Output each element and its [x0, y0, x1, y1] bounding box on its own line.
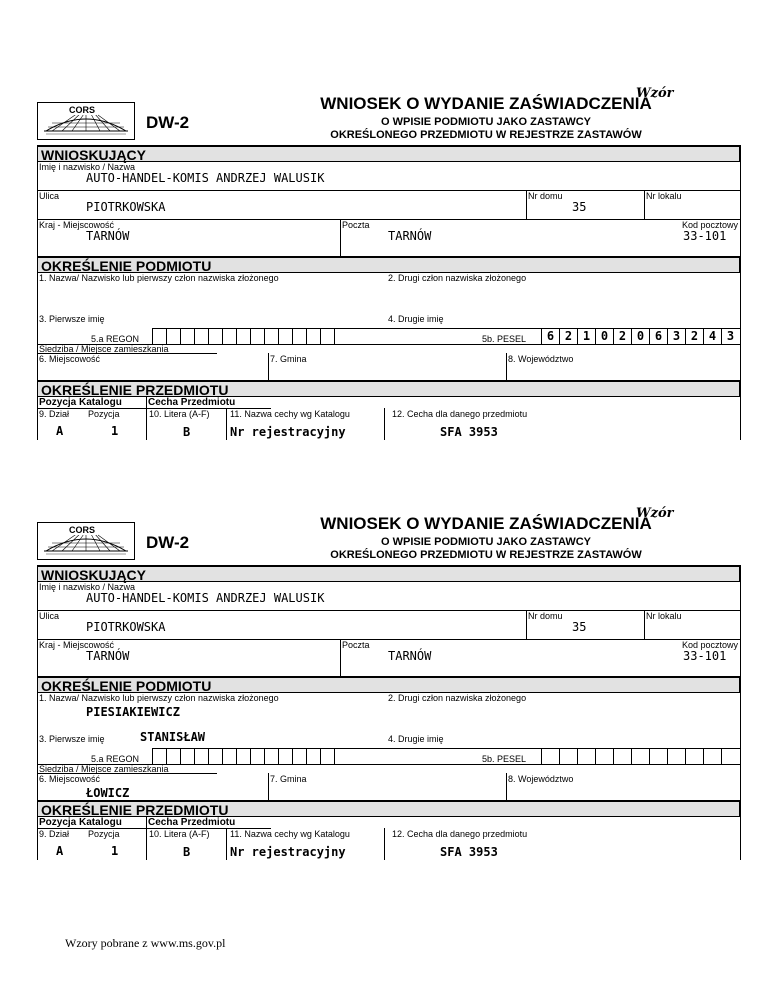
cors-logo [37, 522, 135, 560]
letter-value: B [183, 425, 191, 439]
position-value: 1 [111, 844, 119, 858]
feature-name-value: Nr rejestracyjny [230, 845, 346, 859]
letter-label: 10. Litera (A-F) [149, 409, 210, 419]
regon-cell [264, 328, 278, 344]
item-feature-header: Cecha Przedmiotu [148, 397, 236, 408]
position-label: Pozycja [88, 409, 120, 419]
gmina-label: 7. Gmina [270, 354, 307, 364]
zip-label: Kod pocztowy [682, 640, 739, 650]
first-name-value: STANISŁAW [140, 730, 206, 744]
voivodeship-label: 8. Województwo [508, 774, 574, 784]
podmiot-name-label: 1. Nazwa/ Nazwisko lub pierwszy człon nazwiska złożonego [39, 273, 279, 283]
regon-cell [152, 328, 166, 344]
feature-value-label: 12. Cecha dla danego przedmiotu [392, 409, 528, 419]
city-value: TARNÓW [86, 649, 130, 663]
feature-value: SFA 3953 [440, 845, 498, 859]
cors-logo [37, 102, 135, 140]
regon-cell [250, 328, 264, 344]
form-subtitle-1: O WPISIE PODMIOTU JAKO ZASTAWCY [380, 116, 592, 128]
house-label: Nr domu [528, 611, 563, 621]
street-label: Ulica [39, 611, 60, 621]
regon-cell [222, 748, 236, 764]
regon-label: 5.a REGON [91, 754, 140, 764]
regon-cell [208, 328, 222, 344]
post-value: TARNÓW [388, 229, 432, 243]
name-label: Imię i nazwisko / Nazwa [39, 162, 136, 172]
feature-value: SFA 3953 [440, 425, 498, 439]
pesel-digit: 3 [667, 328, 685, 344]
regon-cell [236, 748, 250, 764]
city-value: TARNÓW [86, 229, 130, 243]
department-value: A [56, 844, 64, 858]
form-title: WNIOSEK O WYDANIE ZAŚWIADCZENIA [320, 94, 652, 113]
catalog-position-header: Pozycja Katalogu [39, 817, 122, 828]
regon-cell [320, 748, 334, 764]
department-value: A [56, 424, 64, 438]
street-value: PIOTRKOWSKA [86, 200, 166, 214]
pesel-digit: 6 [649, 328, 667, 344]
regon-cell [264, 748, 278, 764]
position-label: Pozycja [88, 829, 120, 839]
podmiot-name-label: 1. Nazwa/ Nazwisko lub pierwszy człon nazwiska złożonego [39, 693, 279, 703]
pesel-digit: 2 [613, 328, 631, 344]
seat-label: Siedziba / Miejsce zamieszkania [39, 344, 169, 354]
pesel-digit [577, 748, 595, 764]
footer-source: Wzory pobrane z www.ms.gov.pl [65, 936, 226, 950]
regon-cell [250, 748, 264, 764]
section-header-wnioskujacy: WNIOSKUJĄCY [37, 565, 740, 581]
locality-value: ŁOWICZ [86, 786, 130, 800]
cors-logo-text: CORS [69, 525, 96, 535]
pesel-digit: 1 [577, 328, 595, 344]
regon-cell [278, 328, 292, 344]
city-label: Kraj - Miejscowość [39, 640, 115, 650]
form-subtitle-2: OKREŚLONEGO PRZEDMIOTU W REJESTRZE ZASTAWÓW [330, 129, 642, 141]
regon-cell [320, 328, 334, 344]
regon-cell [334, 328, 348, 344]
regon-cell [292, 328, 306, 344]
pesel-label: 5b. PESEL [482, 334, 527, 344]
pesel-digit: 4 [703, 328, 721, 344]
form-subtitle-2: OKREŚLONEGO PRZEDMIOTU W REJESTRZE ZASTAWÓW [330, 549, 642, 561]
pesel-label: 5b. PESEL [482, 754, 527, 764]
flat-label: Nr lokalu [646, 611, 682, 621]
wzor-label: Wzór [636, 86, 674, 101]
regon-cell [180, 748, 194, 764]
regon-cell [194, 328, 208, 344]
zip-value: 33-101 [683, 229, 727, 243]
regon-cell [180, 328, 194, 344]
section-header-wnioskujacy: WNIOSKUJĄCY [37, 145, 740, 161]
pesel-digit [613, 748, 631, 764]
pesel-digit [667, 748, 685, 764]
regon-cell [194, 748, 208, 764]
podmiot-second-name-label: 2. Drugi człon nazwiska złożonego [388, 273, 527, 283]
pesel-digit [703, 748, 721, 764]
form-title: WNIOSEK O WYDANIE ZAŚWIADCZENIA [320, 514, 652, 533]
department-label: 9. Dział [39, 829, 70, 839]
feature-name-label: 11. Nazwa cechy wg Katalogu [230, 829, 350, 839]
house-value: 35 [572, 200, 587, 214]
second-name-label: 4. Drugie imię [388, 734, 444, 744]
section-header-przedmiot: OKREŚLENIE PRZEDMIOTU [37, 800, 740, 816]
locality-label: 6. Miejscowość [39, 354, 101, 364]
item-feature-header: Cecha Przedmiotu [148, 817, 236, 828]
regon-label: 5.a REGON [91, 334, 140, 344]
feature-value-label: 12. Cecha dla danego przedmiotu [392, 829, 528, 839]
house-value: 35 [572, 620, 587, 634]
podmiot-second-name-label: 2. Drugi człon nazwiska złożonego [388, 693, 527, 703]
feature-name-value: Nr rejestracyjny [230, 425, 346, 439]
pesel-digit [685, 748, 703, 764]
letter-label: 10. Litera (A-F) [149, 829, 210, 839]
name-label: Imię i nazwisko / Nazwa [39, 582, 136, 592]
second-name-label: 4. Drugie imię [388, 314, 444, 324]
position-value: 1 [111, 424, 119, 438]
locality-label: 6. Miejscowość [39, 774, 101, 784]
pesel-digit: 3 [721, 328, 739, 344]
pesel-digit [541, 748, 559, 764]
city-label: Kraj - Miejscowość [39, 220, 115, 230]
pesel-digit: 6 [541, 328, 559, 344]
regon-cell [236, 328, 250, 344]
regon-cell [334, 748, 348, 764]
feature-name-label: 11. Nazwa cechy wg Katalogu [230, 409, 350, 419]
wzor-label: Wzór [636, 506, 674, 521]
pesel-digit [559, 748, 577, 764]
seat-label: Siedziba / Miejsce zamieszkania [39, 764, 169, 774]
catalog-position-header: Pozycja Katalogu [39, 397, 122, 408]
name-value: AUTO-HANDEL-KOMIS ANDRZEJ WALUSIK [86, 171, 325, 185]
regon-cell [152, 748, 166, 764]
podmiot-name-value: PIESIAKIEWICZ [86, 705, 180, 719]
post-value: TARNÓW [388, 649, 432, 663]
pesel-digit [721, 748, 739, 764]
letter-value: B [183, 845, 191, 859]
regon-cell [166, 748, 180, 764]
pesel-digit: 0 [631, 328, 649, 344]
zip-value: 33-101 [683, 649, 727, 663]
pesel-digit [649, 748, 667, 764]
pesel-digit: 2 [559, 328, 577, 344]
regon-cell [306, 748, 320, 764]
section-header-przedmiot: OKREŚLENIE PRZEDMIOTU [37, 380, 740, 396]
department-label: 9. Dział [39, 409, 70, 419]
form-code: DW-2 [146, 113, 190, 132]
gmina-label: 7. Gmina [270, 774, 307, 784]
form-code: DW-2 [146, 533, 190, 552]
pesel-digit [631, 748, 649, 764]
regon-cell [278, 748, 292, 764]
first-name-label: 3. Pierwsze imię [39, 314, 105, 324]
regon-cell [306, 328, 320, 344]
zip-label: Kod pocztowy [682, 220, 739, 230]
section-header-podmiot: OKREŚLENIE PODMIOTU [37, 676, 740, 692]
post-label: Poczta [342, 640, 370, 650]
flat-label: Nr lokalu [646, 191, 682, 201]
pesel-digit: 2 [685, 328, 703, 344]
house-label: Nr domu [528, 191, 563, 201]
regon-cell [208, 748, 222, 764]
name-value: AUTO-HANDEL-KOMIS ANDRZEJ WALUSIK [86, 591, 325, 605]
pesel-digit: 0 [595, 328, 613, 344]
form-subtitle-1: O WPISIE PODMIOTU JAKO ZASTAWCY [380, 536, 592, 548]
regon-cell [222, 328, 236, 344]
regon-cell [292, 748, 306, 764]
regon-cell [166, 328, 180, 344]
cors-logo-text: CORS [69, 105, 96, 115]
section-header-podmiot: OKREŚLENIE PODMIOTU [37, 256, 740, 272]
post-label: Poczta [342, 220, 370, 230]
voivodeship-label: 8. Województwo [508, 354, 574, 364]
street-value: PIOTRKOWSKA [86, 620, 166, 634]
pesel-digit [595, 748, 613, 764]
first-name-label: 3. Pierwsze imię [39, 734, 105, 744]
street-label: Ulica [39, 191, 60, 201]
